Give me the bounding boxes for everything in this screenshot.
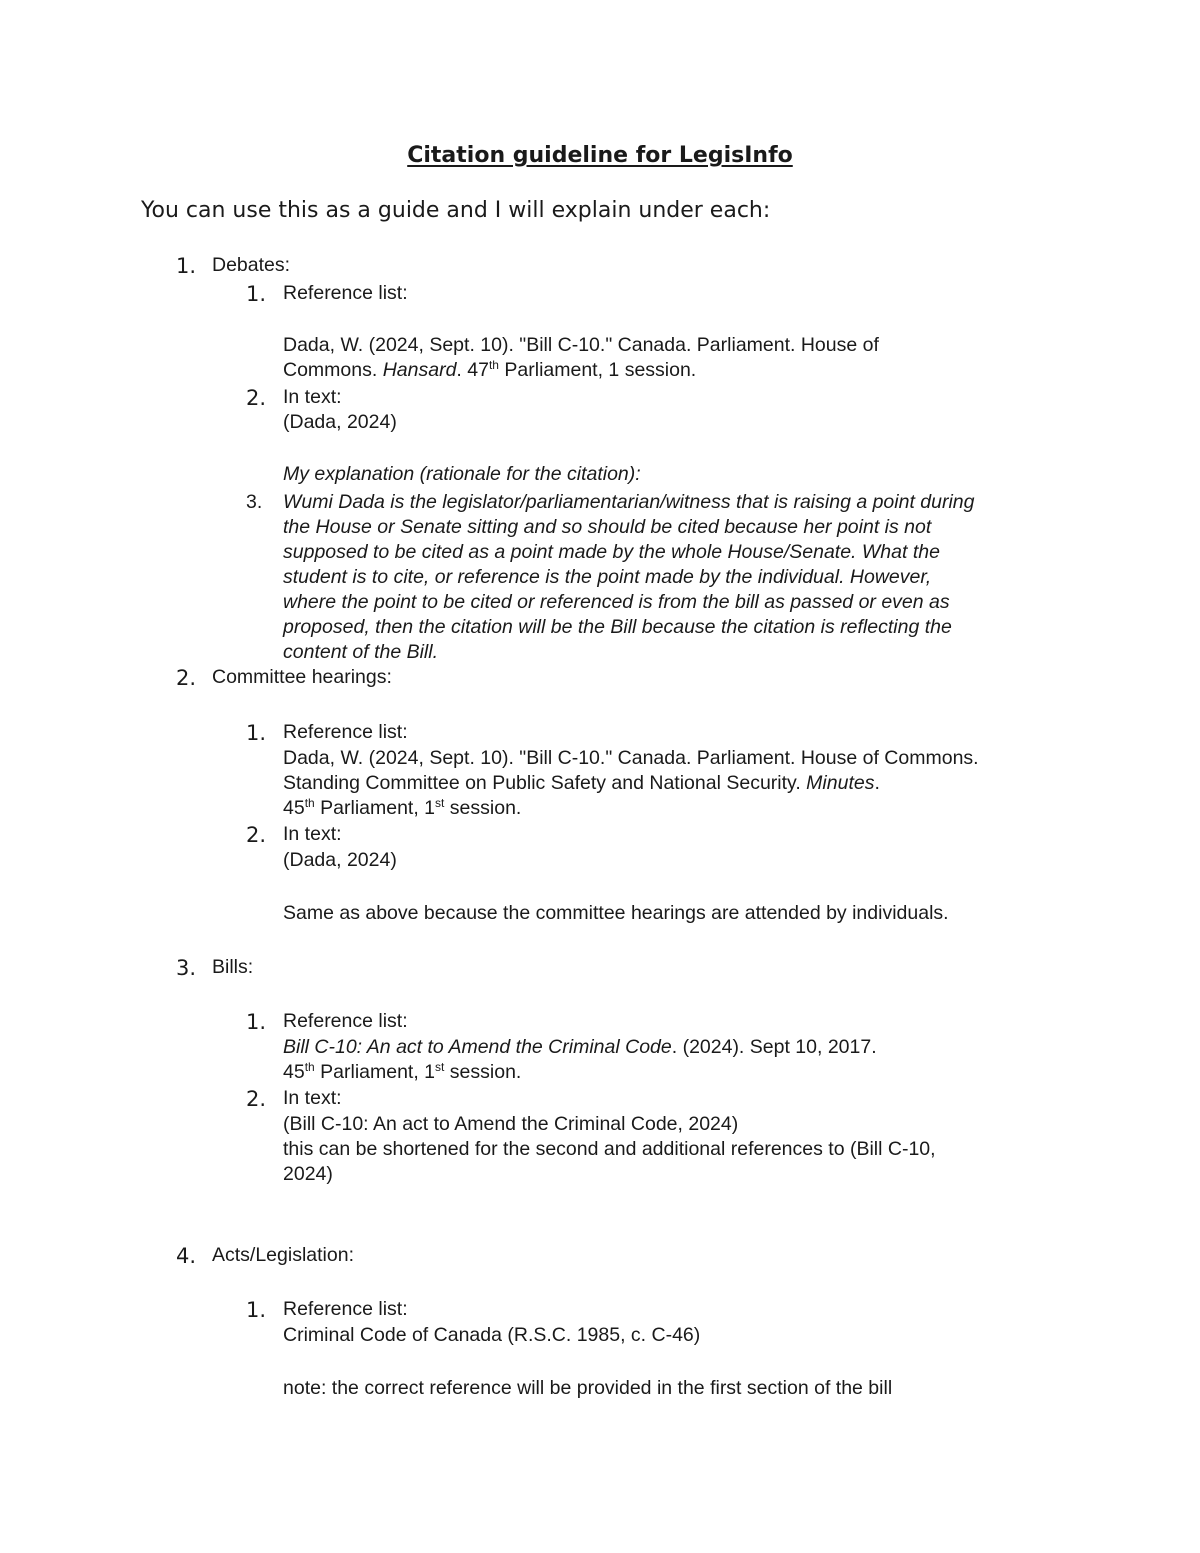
committee-citation-line-2: Standing Committee on Public Safety and National Security. Minutes.	[283, 772, 880, 794]
committee-citation-line-1: Dada, W. (2024, Sept. 10). "Bill C-10." Canada. Parliament. House of Commons.	[283, 747, 979, 769]
committee-intext-label: In text:	[283, 823, 342, 845]
debates-item-2-number: 2.	[246, 386, 267, 410]
acts-item-1-number: 1.	[246, 1298, 267, 1322]
section-4-heading: Acts/Legislation:	[212, 1244, 354, 1266]
committee-reference-label: Reference list:	[283, 721, 408, 743]
bills-intext-label: In text:	[283, 1087, 342, 1109]
section-2-heading: Committee hearings:	[212, 666, 392, 688]
explanation-line: Wumi Dada is the legislator/parliamentarian/witness that is raising a point during	[283, 491, 975, 513]
debates-intext-label: In text:	[283, 386, 342, 408]
explanation-number: 3.	[246, 491, 263, 513]
explanation-line: supposed to be cited as a point made by the whole House/Senate. What the	[283, 541, 940, 563]
committee-item-1-number: 1.	[246, 721, 267, 745]
document-title: Citation guideline for LegisInfo	[407, 143, 793, 168]
bills-item-2-number: 2.	[246, 1087, 267, 1111]
bills-item-1-number: 1.	[246, 1010, 267, 1034]
committee-item-2-number: 2.	[246, 823, 267, 847]
bills-intext-line: this can be shortened for the second and additional references to (Bill C-10,	[283, 1138, 936, 1160]
section-3-number: 3.	[176, 956, 197, 980]
bills-citation-line-1: Bill C-10: An act to Amend the Criminal Code. (2024). Sept 10, 2017.	[283, 1036, 877, 1058]
debates-item-1-number: 1.	[246, 282, 267, 306]
committee-citation-line-3: 45th Parliament, 1st session.	[283, 796, 522, 819]
committee-intext-value: (Dada, 2024)	[283, 849, 397, 871]
section-1-heading: Debates:	[212, 254, 291, 276]
explanation-heading: My explanation (rationale for the citation):	[283, 463, 641, 485]
bills-intext-line: 2024)	[283, 1163, 333, 1185]
bills-reference-label: Reference list:	[283, 1010, 408, 1032]
debates-intext-value: (Dada, 2024)	[283, 411, 397, 433]
acts-note: note: the correct reference will be provided in the first section of the bill	[283, 1377, 893, 1399]
section-2-number: 2.	[176, 666, 197, 690]
explanation-line: proposed, then the citation will be the Bill because the citation is reflecting the	[283, 616, 952, 638]
section-3-heading: Bills:	[212, 956, 254, 978]
bills-intext-line: (Bill C-10: An act to Amend the Criminal Code, 2024)	[283, 1113, 739, 1135]
section-1-number: 1.	[176, 254, 197, 278]
committee-note: Same as above because the committee hearings are attended by individuals.	[283, 902, 949, 924]
bills-citation-line-2: 45th Parliament, 1st session.	[283, 1060, 522, 1083]
explanation-line: content of the Bill.	[283, 641, 439, 663]
explanation-line: student is to cite, or reference is the point made by the individual. However,	[283, 566, 932, 588]
acts-citation: Criminal Code of Canada (R.S.C. 1985, c. C-46)	[283, 1324, 701, 1346]
debates-citation-line-2: Commons. Hansard. 47th Parliament, 1 session.	[283, 358, 697, 381]
explanation-line: the House or Senate sitting and so should be cited because her point is not	[283, 516, 932, 538]
section-4-number: 4.	[176, 1244, 197, 1268]
debates-citation-line-1: Dada, W. (2024, Sept. 10). "Bill C-10." Canada. Parliament. House of	[283, 334, 879, 356]
debates-reference-label: Reference list:	[283, 282, 408, 304]
intro-text: You can use this as a guide and I will explain under each:	[141, 198, 771, 223]
acts-reference-label: Reference list:	[283, 1298, 408, 1320]
explanation-line: where the point to be cited or referenced is from the bill as passed or even as	[283, 591, 950, 613]
